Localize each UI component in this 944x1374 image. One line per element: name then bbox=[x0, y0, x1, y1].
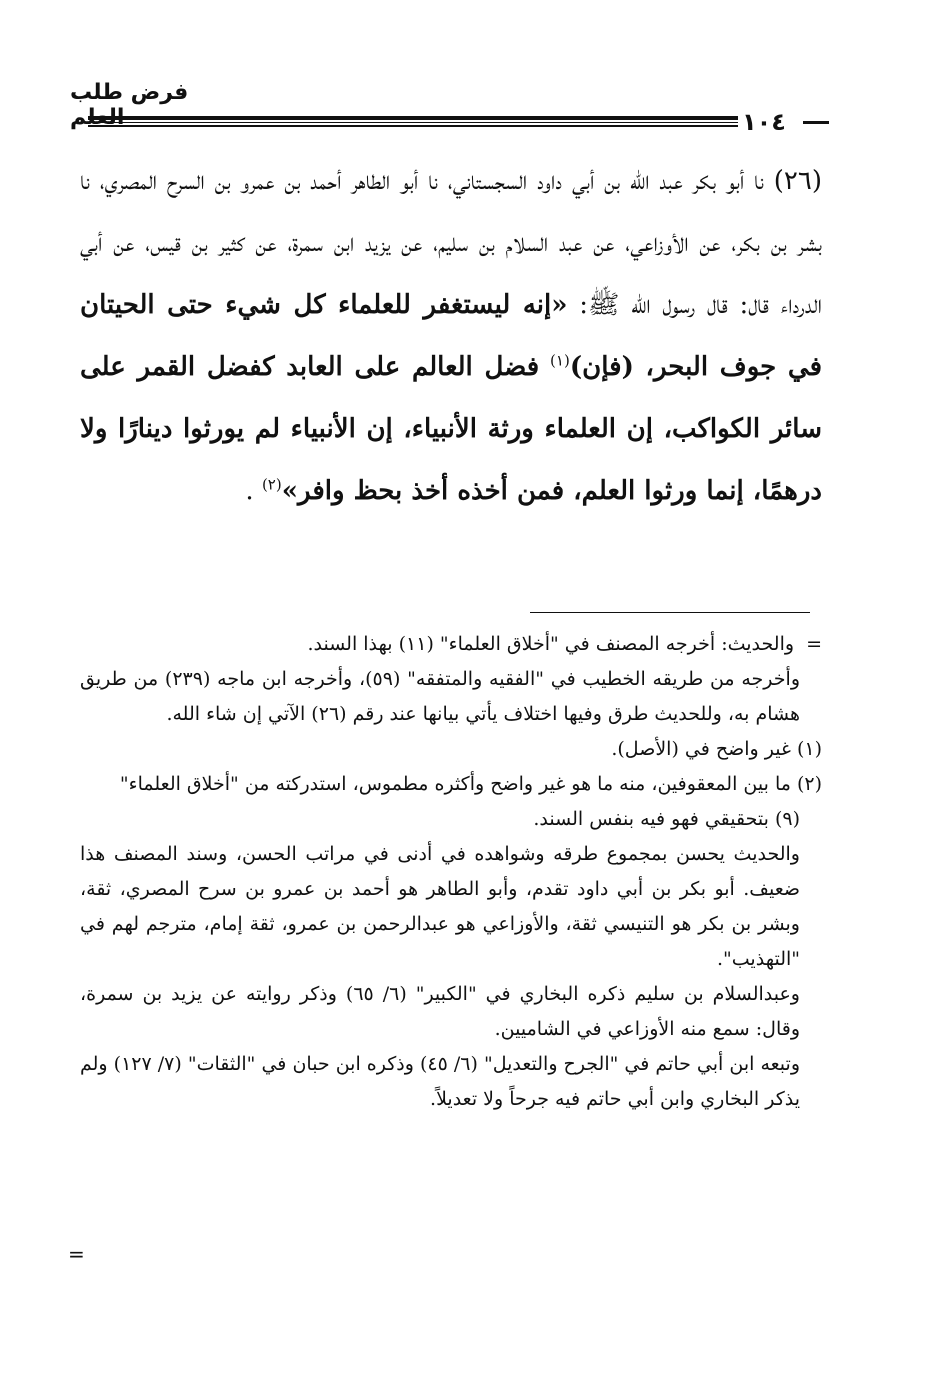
continuation-mark: = bbox=[806, 633, 822, 655]
page-number: ١٠٤ bbox=[742, 108, 786, 136]
footnote-marker-1: (١) bbox=[550, 351, 570, 370]
footnote-continuation-paragraph: وأخرجه من طريقه الخطيب في "الفقيه والمتفقه" (٥٩)، وأخرجه ابن ماجه (٢٣٩) من طريق هشام به، وللحديث طرق وفيها اختلاف يأتي بيانها عند رقم (٢٦) الآتي إن شاء الله. bbox=[80, 668, 800, 725]
main-hadith-text bbox=[80, 150, 822, 522]
footnote-marker-2: (٢) bbox=[261, 475, 282, 494]
bottom-continuation-mark: = bbox=[68, 1242, 85, 1266]
footnote-separator bbox=[530, 612, 810, 613]
footnote-paragraph-grading: والحديث يحسن بمجموع طرقه وشواهده في أدنى في مراتب الحسن، وسند المصنف هذا ضعيف. أبو بكر بن أبي داود تقدم، وأبو الطاهر هو أحمد بن عمرو بن سرح المصري، ثقة، وبشر بن بكر هو التنيسي ثقة، والأوزاعي هو عبدالرحمن بن عمرو، ثقة إمام، مترجم لهم في "التهذيب". bbox=[80, 843, 800, 970]
footnote-1: (١) غير واضح في (الأصل). bbox=[611, 738, 822, 760]
footnote-paragraph-abdussalam: وعبدالسلام بن سليم ذكره البخاري في "الكبير" (٦/ ٦٥) وذكر روايته عن يزيد بن سمرة، وقال: سمع منه الأوزاعي في الشاميين. bbox=[80, 983, 800, 1040]
running-header-title: فرض طلب العلم bbox=[70, 80, 189, 130]
footnote-2-line1: (٢) ما بين المعقوفين، منه ما هو غير واضح وأكثره مطموس، استدركته من "أخلاق العلماء" bbox=[119, 773, 822, 795]
continuation-text: والحديث: أخرجه المصنف في "أخلاق العلماء" (١١) بهذا السند. bbox=[307, 633, 795, 655]
hadith-number: (٢٦) bbox=[773, 166, 823, 196]
footnotes-section bbox=[80, 627, 822, 1117]
isnad-text: نا أبو بكر عبد الله بن أبي داود السجستاني، نا أبو الطاهر أحمد بن عمرو بن السرح المصري، نا بشر بن بكر، عن الأوزاعي، عن عبد السلام بن سليم، عن يزيد ابن سمرة، عن كثير بن قيس، عن أبي الدرداء قال: قال رسول الله ﷺ: bbox=[80, 166, 822, 320]
footnote-continuation-line bbox=[80, 627, 822, 662]
end-punctuation: . bbox=[245, 476, 254, 506]
header-rule bbox=[88, 116, 738, 127]
header-dash-mark bbox=[803, 121, 829, 130]
footnote-paragraph-ibn-abi-hatim: وتبعه ابن أبي حاتم في "الجرح والتعديل" (٦/ ٤٥) وذكره ابن حبان في "الثقات" (٧/ ١٢٧) ولم يذكر البخاري وابن أبي حاتم فيه جرحاً ولا تعديلاً. bbox=[80, 1053, 800, 1110]
matn-text-part2: فضل العالم على العابد كفضل القمر على سائر الكواكب، إن العلماء ورثة الأنبياء، إن الأنبياء لم يورثوا دينارًا ولا درهمًا، إنما ورثوا العلم، فمن أخذه أخذ بحظ وافر» bbox=[80, 352, 822, 506]
footnote-2-line2: (٩) بتحقيقي فهو فيه بنفس السند. bbox=[533, 808, 800, 830]
matn-text-part1: «إنه ليستغفر للعلماء كل شيء حتى الحيتان في جوف البحر، (فإن) bbox=[80, 290, 822, 382]
